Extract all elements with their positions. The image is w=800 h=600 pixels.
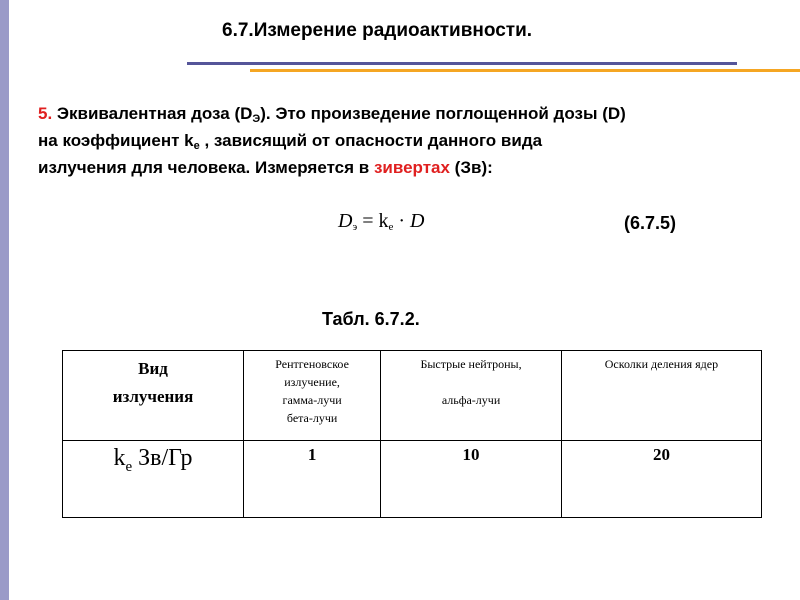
row-label-k: k	[113, 445, 126, 471]
para-sub-ke: e	[193, 140, 200, 152]
header-col2-line: гамма-лучи	[282, 393, 342, 407]
value-fission: 20	[561, 441, 761, 518]
formula-dot: ·	[393, 210, 411, 232]
header-xray-gamma-beta	[244, 351, 381, 441]
para-text-4: , зависящий от опасности данного вида	[199, 131, 543, 150]
para-text-2: ). Это произведение поглощенной дозы (D)	[260, 104, 626, 123]
table-caption: Табл. 6.7.2.	[322, 309, 420, 329]
formula-k: k	[378, 210, 389, 232]
header-col3-line1: Быстрые нейтроны,	[420, 357, 522, 371]
formula-lhs-sub: э	[352, 221, 358, 233]
header-fission-fragments	[561, 351, 761, 441]
para-text-3: на коэффициент k	[38, 131, 194, 150]
para-text-5: излучения для человека. Измеряется в	[38, 158, 374, 177]
highlight-sievert: зивертах	[373, 158, 450, 177]
row-label-sub: e	[125, 459, 133, 475]
item-number: 5.	[38, 104, 53, 123]
header-col1-line1: Вид	[138, 359, 168, 378]
formula	[338, 210, 424, 233]
para-text-6: (Зв):	[449, 158, 493, 177]
header-col1-line2: излучения	[112, 387, 194, 406]
value-xray: 1	[244, 441, 381, 518]
header-col2-line: бета-лучи	[286, 411, 338, 425]
definition-paragraph	[38, 100, 778, 181]
header-col2-line: Рентгеновское	[275, 357, 349, 371]
header-col4: Осколки деления ядер	[604, 357, 719, 371]
row-label-ke	[63, 441, 244, 518]
para-text-1: Эквивалентная доза (D	[52, 104, 253, 123]
header-col2-line: излучение,	[284, 375, 340, 389]
header-radiation-type	[63, 351, 244, 441]
table-row	[63, 441, 762, 518]
title-underline-blue	[187, 62, 737, 65]
page-title: 6.7.Измерение радиоактивности.	[222, 20, 533, 41]
row-label-unit: Зв/Гр	[132, 445, 193, 471]
formula-eq: =	[357, 210, 379, 232]
table-header-row	[63, 351, 762, 441]
formula-rhs: D	[410, 210, 425, 232]
title-underline-orange	[250, 69, 800, 72]
header-neutrons-alpha	[381, 351, 562, 441]
formula-number: (6.7.5)	[624, 213, 677, 233]
para-sub-e: Э	[252, 113, 261, 125]
formula-lhs: D	[338, 210, 353, 232]
header-col3-line2: альфа-лучи	[441, 393, 501, 407]
value-neutrons: 10	[381, 441, 562, 518]
formula-k-sub: e	[388, 221, 394, 233]
weighting-factor-table	[62, 350, 762, 518]
left-accent-bar	[0, 0, 9, 600]
